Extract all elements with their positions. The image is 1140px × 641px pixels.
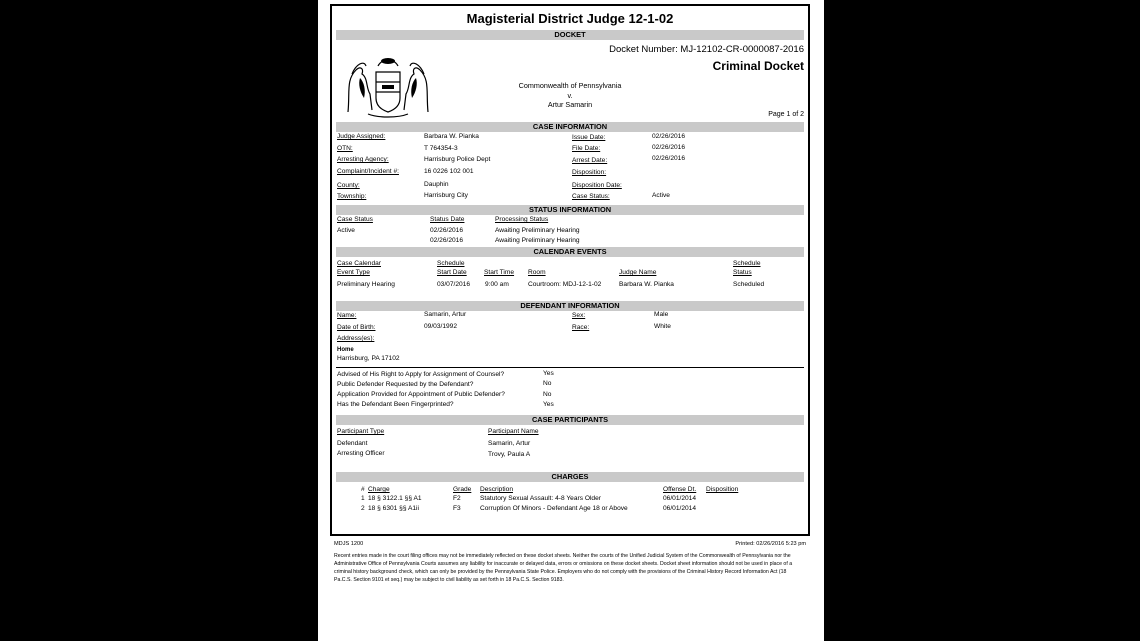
calendar-h-case-calendar: Case Calendar (337, 260, 381, 267)
township-label: Township: (337, 193, 367, 200)
defendant-name-label: Name: (337, 312, 357, 319)
docket-frame (330, 4, 810, 536)
printed-timestamp: Printed: 02/26/2016 5:23 pm (735, 541, 806, 547)
question-fingerprinted: Has the Defendant Been Fingerprinted? (337, 401, 454, 408)
status-date-1: 02/26/2016 (430, 227, 464, 234)
disclaimer-note: Recent entries made in the court filing offices may not be immediately reflected on these docket sheets. Neither the courts of the Unified Judicial System of the Commonwealth of Pennsylvania nor the Administrative Office of Pennsylvania Courts assumes any liability for inaccurate or delayed data, errors or omissions on these docket sheets. Docket sheet information should not be used in place of a criminal history background check, which can only be provided by the Pennsylvania State Police. Employers who do not comply with the provisions of the Criminal History Record Information Act (18 Pa.C.S. Section 9101 et seq.) may be subject to civil liability as set forth in 18 Pa.C.S. Section 9183. (334, 553, 793, 584)
caption-defendant: Artur Samarin (547, 100, 593, 109)
charge-date-1: 06/01/2014 (663, 495, 697, 502)
county-label: County: (337, 182, 360, 189)
status-col-case-status: Case Status (337, 216, 373, 223)
status-processing-2: Awaiting Preliminary Hearing (495, 237, 580, 244)
arrest-date-label: Arrest Date: (572, 157, 608, 164)
defendant-address-value: Harrisburg, PA 17102 (337, 355, 400, 362)
defendant-information-bar: DEFENDANT INFORMATION (336, 301, 804, 311)
charge-grade-2: F3 (453, 505, 461, 512)
complaint-label: Complaint/Incident #: (337, 168, 399, 175)
calendar-room: Courtroom: MDJ-12-1-02 (528, 281, 602, 288)
charge-num-1: 1 (361, 495, 365, 502)
question-public-defender: Public Defender Requested by the Defendant? (337, 381, 474, 388)
defendant-race-label: Race: (572, 324, 590, 331)
calendar-h-start-time: Start Time (484, 269, 515, 276)
charge-date-2: 06/01/2014 (663, 505, 697, 512)
defendant-address-type: Home (337, 347, 354, 353)
charge-desc-2: Corruption Of Minors - Defendant Age 18 or Above (480, 505, 628, 512)
caption-versus: v. (567, 91, 573, 100)
calendar-h-room: Room (528, 269, 546, 276)
case-information-bar: CASE INFORMATION (336, 122, 804, 132)
file-date-value: 02/26/2016 (652, 144, 686, 151)
disposition-date-label: Disposition Date: (572, 182, 622, 189)
otn-label: OTN: (337, 145, 353, 152)
answer-fingerprinted: Yes (543, 401, 554, 408)
calendar-h-start-date: Start Date (437, 269, 467, 276)
disposition-label: Disposition: (572, 169, 607, 176)
defendant-dob-value: 09/03/1992 (424, 323, 458, 330)
charges-h-offense: Offense Dt. (663, 486, 697, 493)
calendar-events-bar: CALENDAR EVENTS (336, 247, 804, 257)
defendant-sex-label: Sex: (572, 312, 586, 319)
county-value: Dauphin (424, 181, 449, 188)
status-col-processing: Processing Status (495, 216, 549, 223)
arresting-agency-label: Arresting Agency: (337, 156, 389, 163)
calendar-start-date: 03/07/2016 (437, 281, 471, 288)
answer-public-defender: No (543, 380, 552, 387)
case-status-label: Case Status: (572, 193, 610, 200)
charges-h-grade: Grade (453, 486, 472, 493)
status-processing-1: Awaiting Preliminary Hearing (495, 227, 580, 234)
file-date-label: File Date: (572, 145, 601, 152)
judge-assigned-value: Barbara W. Pianka (424, 133, 479, 140)
page-number: Page 1 of 2 (768, 111, 804, 118)
status-information-bar: STATUS INFORMATION (336, 205, 804, 215)
complaint-value: 16 0226 102 001 (424, 168, 474, 175)
judge-assigned-label: Judge Assigned: (337, 133, 386, 140)
defendant-sex-value: Male (654, 311, 669, 318)
caption-commonwealth: Commonwealth of Pennsylvania (518, 81, 622, 90)
charges-h-num: # (361, 486, 365, 493)
status-case-status-value: Active (337, 227, 355, 234)
case-participants-bar: CASE PARTICIPANTS (336, 415, 804, 425)
charges-h-charge: Charge (368, 486, 390, 493)
defendant-divider (336, 367, 804, 368)
arresting-agency-value: Harrisburg Police Dept (424, 156, 491, 163)
calendar-h-event-type: Event Type (337, 269, 370, 276)
answer-counsel: Yes (543, 370, 554, 377)
question-application: Application Provided for Appointment of Public Defender? (337, 391, 505, 398)
calendar-judge: Barbara W. Pianka (619, 281, 674, 288)
calendar-event-type: Preliminary Hearing (337, 281, 395, 288)
status-date-2: 02/26/2016 (430, 237, 464, 244)
charges-bar: CHARGES (336, 472, 804, 482)
answer-application: No (543, 391, 552, 398)
township-value: Harrisburg City (424, 192, 468, 199)
docket-type: Criminal Docket (712, 59, 804, 73)
defendant-address-label: Address(es): (337, 335, 375, 342)
defendant-race-value: White (654, 323, 671, 330)
issue-date-label: Issue Date: (572, 134, 606, 141)
calendar-h-schedule2: Schedule (733, 260, 761, 267)
charge-code-1: 18 § 3122.1 §§ A1 (368, 495, 422, 502)
participant-type-1: Defendant (337, 440, 368, 447)
participants-h-name: Participant Name (488, 428, 539, 435)
calendar-h-status: Status (733, 269, 752, 276)
status-col-status-date: Status Date (430, 216, 465, 223)
arrest-date-value: 02/26/2016 (652, 155, 686, 162)
court-title: Magisterial District Judge 12-1-02 (466, 11, 674, 26)
participant-type-2: Arresting Officer (337, 450, 385, 457)
charges-h-disposition: Disposition (706, 486, 739, 493)
form-number: MDJS 1200 (334, 541, 364, 547)
defendant-name-value: Samarin, Artur (424, 311, 467, 318)
participant-name-1: Samarin, Artur (488, 440, 531, 447)
docket-page (318, 0, 824, 641)
charge-num-2: 2 (361, 505, 365, 512)
issue-date-value: 02/26/2016 (652, 133, 686, 140)
charge-code-2: 18 § 6301 §§ A1ii (368, 505, 419, 512)
docket-number: Docket Number: MJ-12102-CR-0000087-2016 (609, 44, 804, 55)
docket-bar: DOCKET (336, 30, 804, 40)
charge-desc-1: Statutory Sexual Assault: 4-8 Years Older (480, 495, 601, 502)
charges-h-description: Description (480, 486, 513, 493)
participants-h-type: Participant Type (337, 428, 385, 435)
defendant-dob-label: Date of Birth: (337, 324, 376, 331)
otn-value: T 764354-3 (424, 145, 458, 152)
calendar-h-schedule: Schedule (437, 260, 465, 267)
calendar-status: Scheduled (733, 281, 765, 288)
participant-name-2: Trovy, Paula A (488, 451, 531, 458)
calendar-h-judge: Judge Name (619, 269, 657, 276)
calendar-start-time: 9:00 am (485, 281, 509, 288)
charge-grade-1: F2 (453, 495, 461, 502)
case-status-value: Active (652, 192, 670, 199)
question-counsel: Advised of His Right to Apply for Assignment of Counsel? (337, 371, 505, 378)
